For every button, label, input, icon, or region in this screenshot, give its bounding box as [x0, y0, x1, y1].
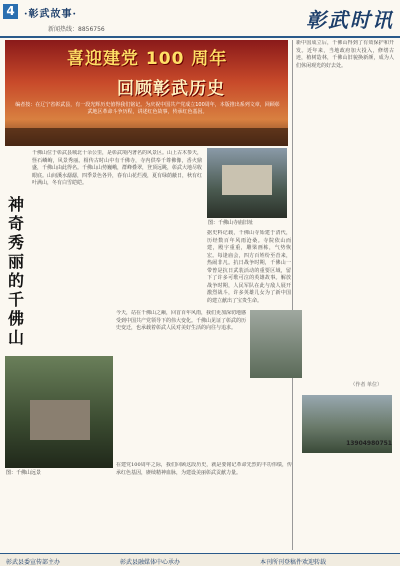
footer-middle: 彰武县融媒体中心承办	[120, 559, 181, 566]
banner-title-1: 喜迎建党 100 周年	[67, 49, 228, 69]
page-number: 4	[3, 4, 18, 19]
banner-title-2: 回顾彰武历史	[117, 79, 225, 99]
article-title: 神奇秀丽的千佛山	[8, 195, 25, 347]
article-column-2: 据史料记载，千佛山寺始建于清代，历经数百年风雨沧桑。寺院依山而建，殿宇重重，雕梁画栋，气势恢宏。每逢庙会，四方百姓纷至沓来，热闹非凡。抗日战争时期，千佛山一带曾是抗日武装活动的重要区域，留下了许多可歌可泣的英雄故事。解放战争时期，人民军队在此与敌人展开激烈战斗，许多英雄儿女为了新中国的建立献出了宝贵生命。	[207, 230, 291, 304]
article-column-1: 千佛山位于彰武县城北十余公里，是彰武境内著名的风景区。山上古木参天，怪石嶙峋，风景秀丽。相传古时山中有千佛寺，寺内供奉千尊佛像，香火鼎盛，千佛山由此得名。千佛山山势巍峨，群峰叠翠，登顶远眺，彰武大地尽收眼底。山间溪水潺潺，四季景色各异，春有山花烂漫，夏有绿荫蔽日，秋有红叶满山，冬有白雪皑皑。	[32, 150, 202, 186]
phone-number: 13904980751	[346, 440, 392, 447]
section-tag: ·彰武故事·	[24, 9, 77, 20]
banner-subtitle: 编者按：在辽宁省彰武县，有一段光辉历史值得我们铭记。为庆祝中国共产党成立100周年，本版推出系列文章，回顾彰武地区革命斗争历程，讲述红色故事，传承红色基因。	[15, 102, 280, 115]
article-column-5: 在建党100周年之际，我们回顾这段历史，就是要铭记革命先烈的丰功伟绩，传承红色基因，赓续精神血脉，为建设美丽彰武贡献力量。	[116, 462, 292, 476]
landscape-building-image	[30, 400, 90, 440]
article-column-3: 新中国成立后，千佛山得到了有效保护和开发。近年来，当地政府加大投入，修缮古迹，植树造林，千佛山旧貌换新颜，成为人们休闲观光的好去处。	[296, 40, 394, 69]
mountain-photo	[250, 310, 302, 378]
column-divider	[292, 40, 293, 550]
byline: （作者 单位）	[350, 382, 382, 388]
banner-image	[5, 40, 288, 146]
footer-left: 彰武县委宣传部主办	[6, 559, 61, 566]
footer-right: 本刊所刊登稿件欢迎转载	[260, 559, 327, 566]
header-meta: 新闻热线：8856756	[48, 26, 105, 33]
photo3-caption: 图：千佛山远景	[6, 470, 42, 476]
photo1-caption: 图：千佛山寺庙旧址	[208, 220, 254, 226]
masthead: 彰武时讯	[306, 8, 394, 32]
page-footer	[0, 553, 400, 566]
temple-gate-image	[222, 165, 272, 195]
article-column-4: 今天，站在千佛山之巅，回首百年风雨，我们更加深切地感受到中国共产党领导下的伟大变化。千佛山见证了彰武的历史变迁，也承载着彰武人民对美好生活的向往与追求。	[116, 310, 246, 331]
banner-building-silhouette	[5, 128, 288, 146]
